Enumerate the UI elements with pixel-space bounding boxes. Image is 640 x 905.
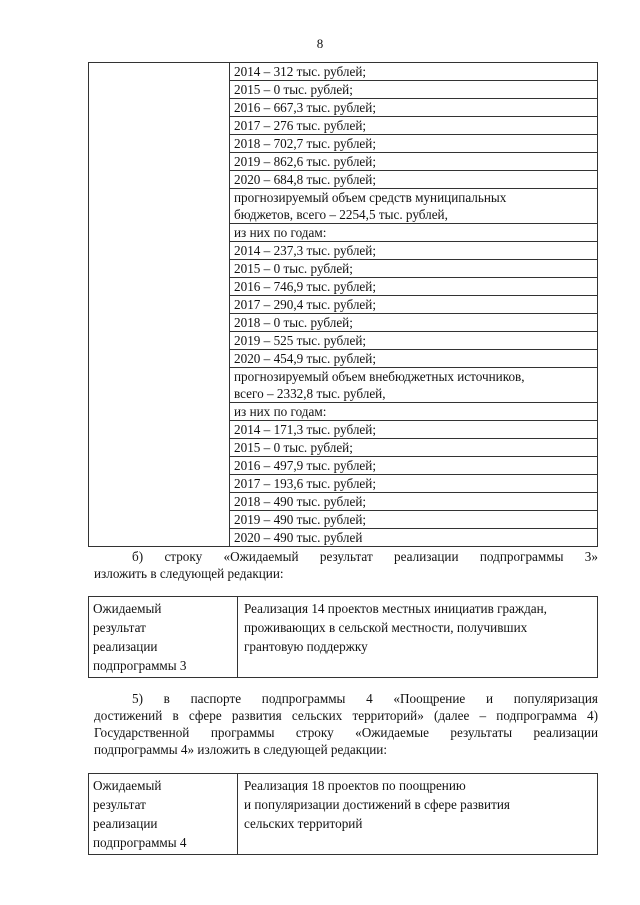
funding-table-values-cell xyxy=(230,63,598,547)
funding-table-label-cell xyxy=(89,63,230,547)
funding-line: прогнозируемый объем средств муниципальных xyxy=(234,190,507,205)
funding-line: 2017 – 193,6 тыс. рублей; xyxy=(230,475,597,493)
funding-line: 2019 – 862,6 тыс. рублей; xyxy=(230,153,597,171)
label-line: Ожидаемый xyxy=(93,778,162,793)
funding-line: всего – 2332,8 тыс. рублей, xyxy=(230,385,597,403)
funding-line: 2018 – 490 тыс. рублей; xyxy=(230,493,597,511)
label-line: результат xyxy=(93,797,146,812)
value-line: проживающих в сельской местности, получивших xyxy=(244,620,528,635)
label-line: результат xyxy=(93,620,146,635)
funding-line: 2017 – 290,4 тыс. рублей; xyxy=(230,296,597,314)
expected-result-value-cell xyxy=(238,597,598,678)
paragraph-line: б) строку «Ожидаемый результат реализации подпрограммы 3» xyxy=(132,549,598,564)
paragraph-line: подпрограммы 4» изложить в следующей редакции: xyxy=(94,742,388,757)
value-line: Реализация 18 проектов по поощрению xyxy=(244,778,466,793)
expected-result-value-cell xyxy=(238,774,598,855)
funding-line: 2018 – 702,7 тыс. рублей; xyxy=(230,135,597,153)
paragraph-line: достижений в сфере развития сельских территорий» (далее – подпрограмма 4) xyxy=(94,708,598,723)
paragraph-line: 5) в паспорте подпрограммы 4 «Поощрение и популяризация xyxy=(132,691,598,706)
funding-line: из них по годам: xyxy=(230,403,597,421)
paragraph-b xyxy=(94,548,598,582)
value-line: сельских территорий xyxy=(244,816,363,831)
funding-table xyxy=(88,62,598,547)
funding-line: 2018 – 0 тыс. рублей; xyxy=(230,314,597,332)
funding-line: 2015 – 0 тыс. рублей; xyxy=(230,439,597,457)
funding-line: 2014 – 171,3 тыс. рублей; xyxy=(230,421,597,439)
funding-line: 2016 – 667,3 тыс. рублей; xyxy=(230,99,597,117)
value-line: Реализация 14 проектов местных инициатив граждан, xyxy=(244,601,547,616)
funding-line: бюджетов, всего – 2254,5 тыс. рублей, xyxy=(230,206,597,224)
funding-line: 2016 – 497,9 тыс. рублей; xyxy=(230,457,597,475)
paragraph-line: изложить в следующей редакции: xyxy=(94,566,284,581)
expected-result-label-cell xyxy=(89,774,238,855)
funding-line: прогнозируемый объем внебюджетных источников, xyxy=(234,369,525,384)
expected-result-label-cell xyxy=(89,597,238,678)
label-line: подпрограммы 3 xyxy=(93,658,187,673)
funding-line: из них по годам: xyxy=(230,224,597,242)
funding-line: 2020 – 454,9 тыс. рублей; xyxy=(230,350,597,368)
funding-line: 2014 – 312 тыс. рублей; xyxy=(230,63,597,81)
funding-line: 2020 – 684,8 тыс. рублей; xyxy=(230,171,597,189)
funding-line: 2019 – 490 тыс. рублей; xyxy=(230,511,597,529)
page-number: 8 xyxy=(316,36,324,51)
label-line: реализации xyxy=(93,639,158,654)
value-line: грантовую поддержку xyxy=(244,639,368,654)
expected-result-table-3 xyxy=(88,596,598,678)
funding-line: 2016 – 746,9 тыс. рублей; xyxy=(230,278,597,296)
expected-result-table-4 xyxy=(88,773,598,855)
funding-line: 2020 – 490 тыс. рублей xyxy=(234,530,363,545)
funding-line: 2015 – 0 тыс. рублей; xyxy=(230,260,597,278)
funding-line: 2015 – 0 тыс. рублей; xyxy=(230,81,597,99)
paragraph-line: Государственной программы строку «Ожидаемые результаты реализации xyxy=(94,725,598,740)
label-line: подпрограммы 4 xyxy=(93,835,187,850)
label-line: реализации xyxy=(93,816,158,831)
label-line: Ожидаемый xyxy=(93,601,162,616)
funding-line: 2014 – 237,3 тыс. рублей; xyxy=(230,242,597,260)
paragraph-5 xyxy=(94,690,598,758)
funding-line: 2017 – 276 тыс. рублей; xyxy=(230,117,597,135)
funding-line: 2019 – 525 тыс. рублей; xyxy=(230,332,597,350)
value-line: и популяризации достижений в сфере развития xyxy=(244,797,510,812)
